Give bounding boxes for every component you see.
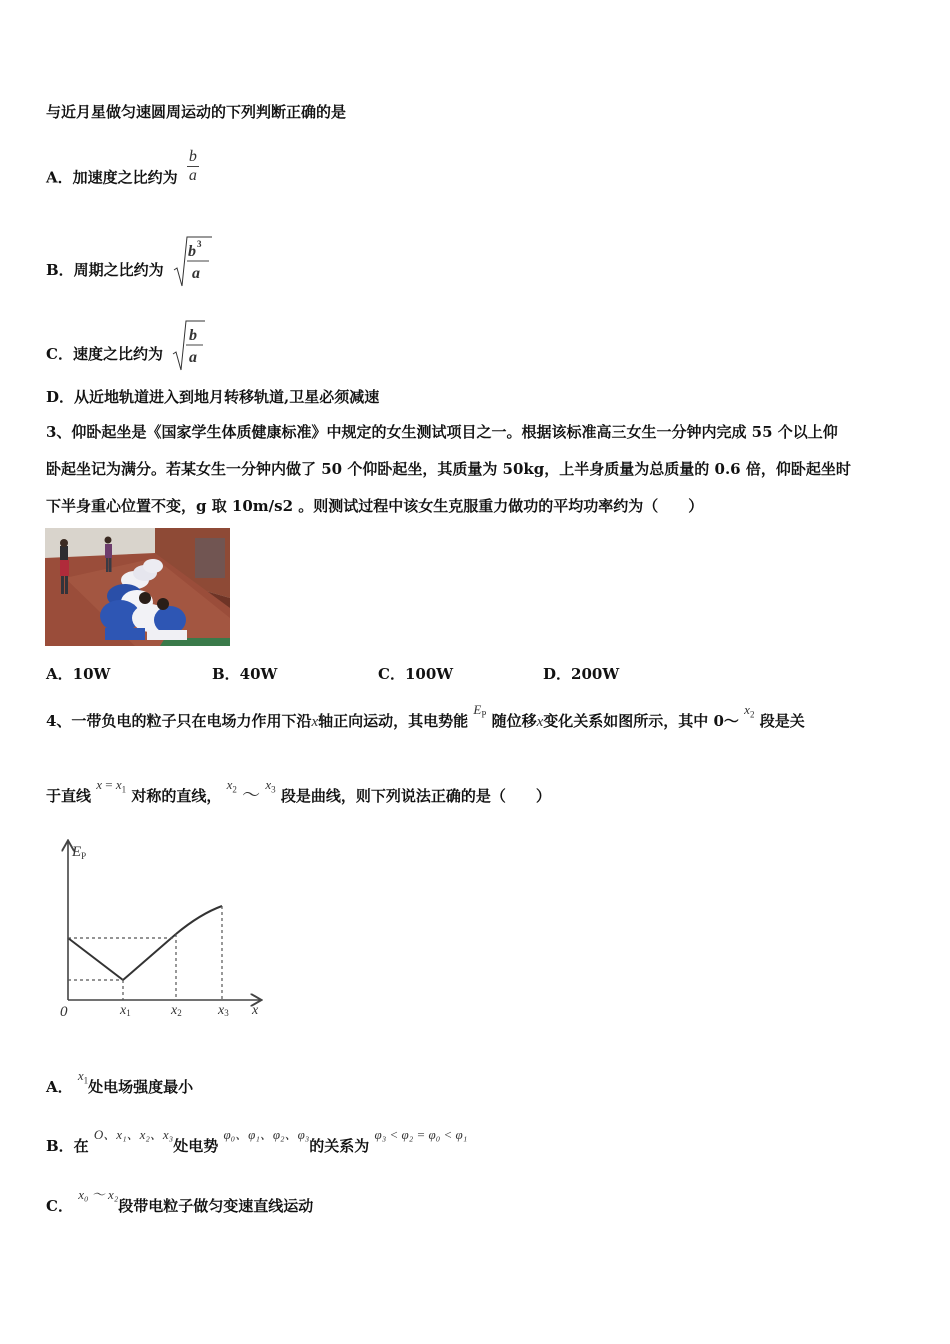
- ep-curve-curved: [176, 906, 222, 934]
- svg-text:a: a: [191, 265, 200, 282]
- option-d: D．从近地轨道进入到地月转移轨道,卫星必须减速: [46, 388, 380, 406]
- q4-line-2: 于直线 $x = x_1$ 对称的直线， $x_2$ ～ $x_3$ 段是曲线，则下列说法正确的是（ ）: [46, 777, 551, 806]
- x1-symbol: $x_1$: [77, 1068, 89, 1086]
- q4-option-c: C． x₀ ～ x₂段带电粒子做匀变速直线运动: [46, 1187, 314, 1215]
- x-axis-label: x: [252, 1003, 259, 1018]
- x2-symbol: $x_2$: [744, 702, 755, 720]
- q3-option-b: B．40W: [212, 665, 278, 683]
- q3-option-a: A．10W: [46, 665, 111, 683]
- x2-symbol: $x_2$: [226, 777, 237, 795]
- svg-text:b: b: [189, 327, 198, 344]
- sqrt-b-over-a: [172, 318, 206, 372]
- q4-option-a: A． $x_1$处电场强度最小: [46, 1068, 194, 1096]
- tick-x1: x1: [120, 1003, 131, 1018]
- option-b: B．周期之比约为 b 3 a: [46, 244, 213, 298]
- q3-line-1: 3、仰卧起坐是《国家学生体质健康标准》中规定的女生测试项目之一。根据该标准高三女生一分钟内完成 55 个以上仰: [46, 423, 838, 441]
- q3-line-3: 下半身重心位置不变，g 取 10m/s2 。则测试过程中该女生克服重力做功的平均功率约为（ ）: [46, 497, 704, 515]
- y-axis-label: $E_P$: [72, 844, 87, 861]
- q4-option-b: B．在 O、x₁、x₂、x₃处电势 φ₀、φ₁、φ₂、φ₃的关系为 φ₃ < φ₂ = φ₀ < φ₁: [46, 1127, 468, 1155]
- phi-symbols: φ₀、φ₁、φ₂、φ₃: [223, 1127, 310, 1142]
- svg-text:a: a: [189, 349, 198, 366]
- svg-text:b: b: [187, 243, 196, 260]
- origin-label: 0: [60, 1004, 68, 1020]
- q4-line-1: 4、一带负电的粒子只在电场力作用下沿x轴正向运动，其电势能 $E_P$ 随位移x变化关系如图所示，其中 0～ $x_2$ 段是关: [46, 702, 805, 730]
- tick-x2: x2: [171, 1003, 182, 1018]
- situp-test-photo: [45, 528, 230, 646]
- x3-symbol: $x_3$: [265, 777, 276, 795]
- ep-symbol: $E_P$: [473, 702, 487, 720]
- fraction-b-over-a: $\frac{b}{a}$: [188, 148, 197, 184]
- sqrt-sign: [172, 318, 206, 372]
- option-a: A．加速度之比约为 $\frac{b}{a}$: [46, 148, 197, 187]
- sqrt-b3-over-a: [173, 234, 213, 288]
- question-continuation: 与近月星做匀速圆周运动的下列判断正确的是: [46, 103, 347, 121]
- q3-option-d: D．200W: [543, 665, 620, 683]
- ep-x-graph: [50, 836, 270, 1026]
- sqrt-sign: [173, 234, 213, 288]
- svg-text:3: 3: [196, 239, 202, 249]
- q3-line-2: 卧起坐记为满分。若某女生一分钟内做了 50 个仰卧起坐，其质量为 50kg，上半身质量为总质量的 0.6 倍，仰卧起坐时: [46, 460, 851, 478]
- q3-option-c: C．100W: [378, 665, 454, 683]
- x-equals-x1: $x = x_1$: [96, 777, 127, 795]
- ep-curve-linear: [68, 934, 176, 980]
- x0-x2-range: x₀ ～ x₂: [78, 1187, 119, 1202]
- phi-relation: φ₃ < φ₂ = φ₀ < φ₁: [374, 1127, 468, 1142]
- tick-x3: x3: [218, 1003, 229, 1018]
- option-c: C．速度之比约为 b a: [46, 328, 206, 382]
- points-symbols: O、x₁、x₂、x₃: [93, 1127, 174, 1142]
